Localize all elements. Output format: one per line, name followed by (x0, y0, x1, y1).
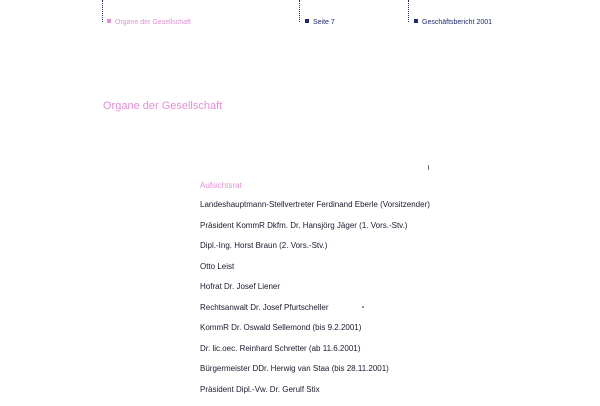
list-item: Rechtsanwalt Dr. Josef Pfurtscheller (200, 302, 329, 312)
list-item: Landeshauptmann-Stellvertreter Ferdinand Eberle (Vorsitzender) (200, 200, 430, 209)
page-title: Organe der Gesellschaft (103, 100, 223, 112)
header-divider-right (408, 0, 409, 22)
list-item: Bürgermeister DDr. Herwig van Staa (bis 28.11.2001) (200, 364, 389, 373)
member-list (200, 199, 430, 404)
header-report-label: Geschäftsbericht 2001 (422, 19, 493, 26)
list-item: Otto Leist (200, 261, 235, 271)
navy-square-icon (414, 19, 418, 23)
list-item: Dipl.-Ing. Horst Braun (2. Vors.-Stv.) (200, 241, 328, 250)
list-item: Präsident KommR Dkfm. Dr. Hansjörg Jäger (1. Vors.-Stv.) (200, 220, 408, 230)
header-page-label: Seite 7 (313, 19, 335, 26)
pink-square-icon (107, 19, 111, 23)
header-section-name (107, 18, 191, 27)
list-item: Präsident Dipl.-Vw. Dr. Gerulf Stix (200, 384, 320, 394)
section-heading: Aufsichtsrat (200, 181, 242, 190)
header-report-title (414, 18, 492, 27)
scan-speck (362, 306, 364, 308)
list-item: Dr. lic.oec. Reinhard Schretter (ab 11.6.2001) (200, 343, 361, 353)
header-page-number (305, 18, 335, 27)
header-divider-middle (299, 0, 300, 22)
scan-speck (428, 165, 429, 170)
header-divider-left (102, 0, 103, 22)
header-section-label: Organe der Gesellschaft (115, 19, 191, 26)
list-item: Hofrat Dr. Josef Liener (200, 282, 281, 291)
list-item: KommR Dr. Oswald Sellemond (bis 9.2.2001) (200, 323, 362, 332)
navy-square-icon (305, 19, 309, 23)
